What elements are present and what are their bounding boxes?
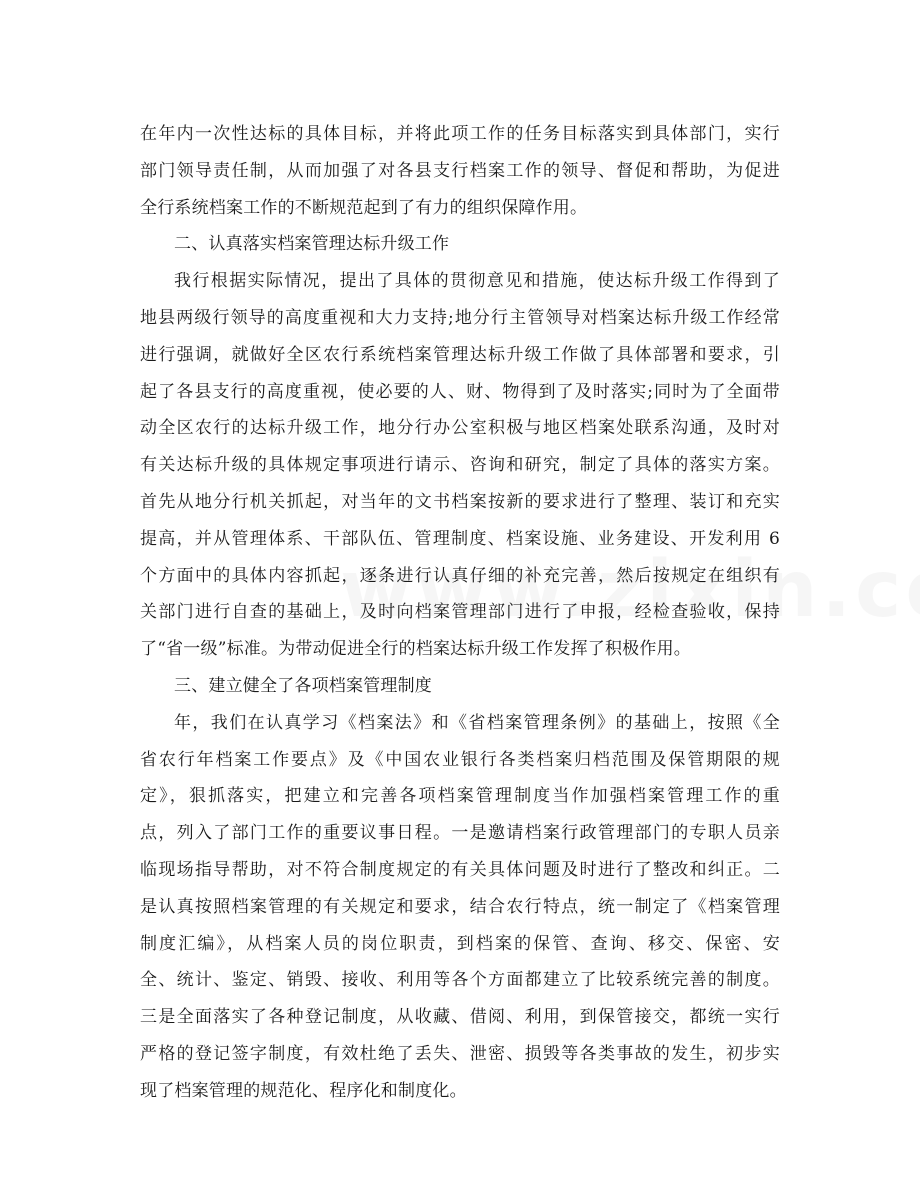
text-line: 全行系统档案工作的不断规范起到了有力的组织保障作用。 — [140, 197, 588, 218]
text-line: 动全区农行的达标升级工作，地分行办公室积极与地区档案处联系沟通，及时对 — [140, 418, 780, 439]
text-line: 部门领导责任制，从而加强了对各县支行档案工作的领导、督促和帮助，为促进 — [140, 160, 780, 181]
text-line: 严格的登记签字制度，有效杜绝了丢失、泄密、损毁等各类事故的发生，初步实 — [140, 1043, 780, 1064]
text-line: 现了档案管理的规范化、程序化和制度化。 — [140, 1080, 467, 1101]
text-line: 三是全面落实了各种登记制度，从收藏、借阅、利用，到保管接交，都统一实行 — [140, 1007, 780, 1028]
text-line: 在年内一次性达标的具体目标，并将此项工作的任务目标落实到具体部门，实行 — [140, 124, 780, 144]
text-line: 个方面中的具体内容抓起，逐条进行认真仔细的补充完善，然后按规定在组织有 — [140, 565, 780, 586]
text-line: 年，我们在认真学习《档案法》和《省档案管理条例》的基础上，按照《全 — [174, 712, 780, 733]
text-line: 关部门进行自查的基础上，及时向档案管理部门进行了申报，经检查验收，保持 — [140, 602, 780, 623]
document-body — [140, 116, 780, 1110]
text-line: 提高，并从管理体系、干部队伍、管理制度、档案设施、业务建设、开发利用 6 — [140, 528, 780, 549]
text-line: 有关达标升级的具体规定事项进行请示、咨询和研究，制定了具体的落实方案。 — [140, 455, 780, 476]
text-line: 省农行年档案工作要点》及《中国农业银行各类档案归档范围及保管期限的规 — [140, 749, 780, 770]
text-line: 点，列入了部门工作的重要议事日程。一是邀请档案行政管理部门的专职人员亲 — [140, 823, 780, 844]
text-line: 是认真按照档案管理的有关规定和要求，结合农行特点，统一制定了《档案管理 — [140, 896, 780, 917]
text-line: 首先从地分行机关抓起，对当年的文书档案按新的要求进行了整理、装订和充实 — [140, 491, 780, 512]
text-line: 了“省一级”标准。为带动促进全行的档案达标升级工作发挥了积极作用。 — [140, 639, 691, 660]
text-line: 制度汇编》，从档案人员的岗位职责，到档案的保管、查询、移交、保密、安 — [140, 933, 780, 954]
text-line: 临现场指导帮助，对不符合制度规定的有关具体问题及时进行了整改和纠正。二 — [140, 859, 780, 880]
text-line: 地县两级行领导的高度重视和大力支持;地分行主管领导对档案达标升级工作经常 — [140, 307, 780, 328]
text-line: 起了各县支行的高度重视，使必要的人、财、物得到了及时落实;同时为了全面带 — [140, 381, 780, 402]
section-heading: 三、建立健全了各项档案管理制度 — [174, 675, 432, 696]
section-heading: 二、认真落实档案管理达标升级工作 — [174, 234, 450, 255]
text-line: 定》，狠抓落实，把建立和完善各项档案管理制度当作加强档案管理工作的重 — [140, 786, 780, 807]
text-line: 全、统计、鉴定、销毁、接收、利用等各个方面都建立了比较系统完善的制度。 — [140, 970, 780, 991]
text-line: 我行根据实际情况，提出了具体的贯彻意见和措施，使达标升级工作得到了 — [174, 271, 780, 292]
text-line: 进行强调，就做好全区农行系统档案管理达标升级工作做了具体部署和要求，引 — [140, 344, 780, 365]
